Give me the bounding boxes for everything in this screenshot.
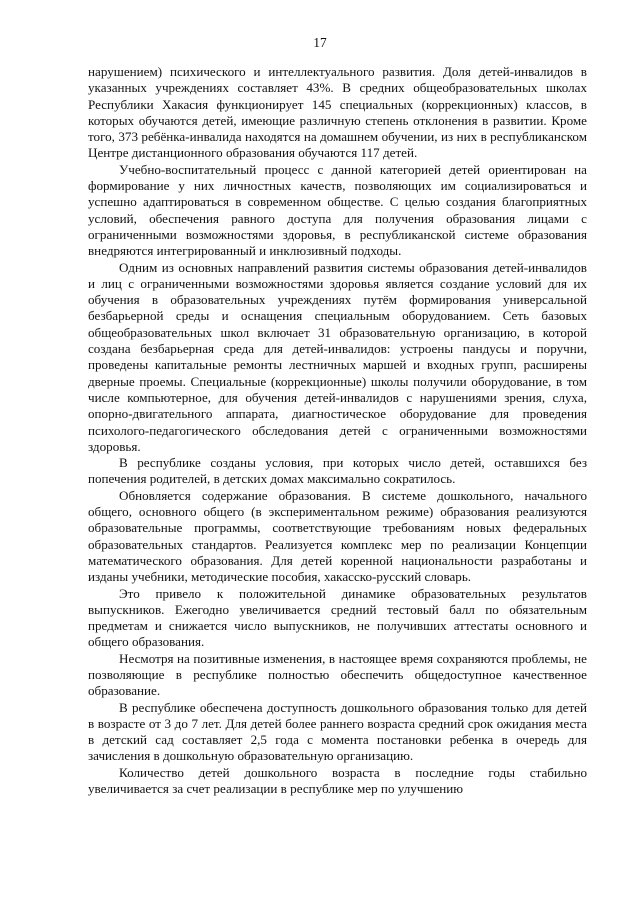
- paragraph: Обновляется содержание образования. В системе дошкольного, начального общего, основного общего (в экспериментальном режиме) образования реализуются образовательные программы, соответствующие требованиям новых федеральных образовательных стандартов. Реализуется комплекс мер по реализации Концепции математического образования. Для детей коренной национальности разработаны и изданы учебники, методические пособия, хакасско-русский словарь.: [88, 487, 587, 585]
- page-number: 17: [313, 35, 327, 50]
- paragraph: Это привело к положительной динамике образовательных результатов выпускников. Ежегодно увеличивается средний тестовый балл по обязательным предметам и снижается число выпускников, не получивших аттестаты основного и общего образования.: [88, 585, 587, 650]
- body-text: [88, 64, 587, 797]
- paragraph: В республике созданы условия, при которых число детей, оставшихся без попечения родителей, в детских домах максимально сократилось.: [88, 455, 587, 487]
- paragraph: Количество детей дошкольного возраста в последние годы стабильно увеличивается за счет реализации в республике мер по улучшению: [88, 764, 587, 797]
- paragraph: Одним из основных направлений развития системы образования детей-инвалидов и лиц с ограниченными возможностями здоровья является создание условий для их обучения в образовательных учреждениях путём формирования универсальной безбарьерной среды и оснащения специальным оборудованием. Сеть базовых общеобразовательных школ включает 31 образовательную организацию, в которой создана безбарьерная среда для детей-инвалидов: устроены пандусы и поручни, проведены капитальные ремонты лестничных маршей и входных групп, расширены дверные проемы. Специальные (коррекционные) школы получили оборудование, в том числе компьютерное, для обучения детей-инвалидов с нарушениями зрения, слуха, опорно-двигательного аппарата, диагностическое оборудование для проведения психолого-педагогического обследования детей с ограниченными возможностями здоровья.: [88, 259, 587, 454]
- paragraph: В республике обеспечена доступность дошкольного образования только для детей в возрасте от 3 до 7 лет. Для детей более раннего возраста средний срок ожидания места в детский сад составляет 2,5 года с момента постановки ребенка в очередь для зачисления в дошкольную образовательную организацию.: [88, 699, 587, 764]
- paragraph: Учебно-воспитательный процесс с данной категорией детей ориентирован на формирование у них личностных качеств, позволяющих им социализироваться и успешно адаптироваться в современном обществе. С целью создания благоприятных условий, обеспечения равного доступа для получения образования лицами с ограниченными возможностями здоровья, в республиканской системе образования внедряются интегрированный и инклюзивный подходы.: [88, 161, 587, 259]
- paragraph: Несмотря на позитивные изменения, в настоящее время сохраняются проблемы, не позволяющие в республике полностью обеспечить общедоступное качественное образование.: [88, 650, 587, 699]
- paragraph: нарушением) психического и интеллектуального развития. Доля детей-инвалидов в указанных учреждениях составляет 43%. В средних общеобразовательных школах Республики Хакасия функционирует 145 специальных (коррекционных) классов, в которых обучаются детей, имеющие различную степень отклонения в развитии. Кроме того, 373 ребёнка-инвалида находятся на домашнем обучении, из них в республиканском Центре дистанционного образования обучаются 117 детей.: [88, 64, 587, 161]
